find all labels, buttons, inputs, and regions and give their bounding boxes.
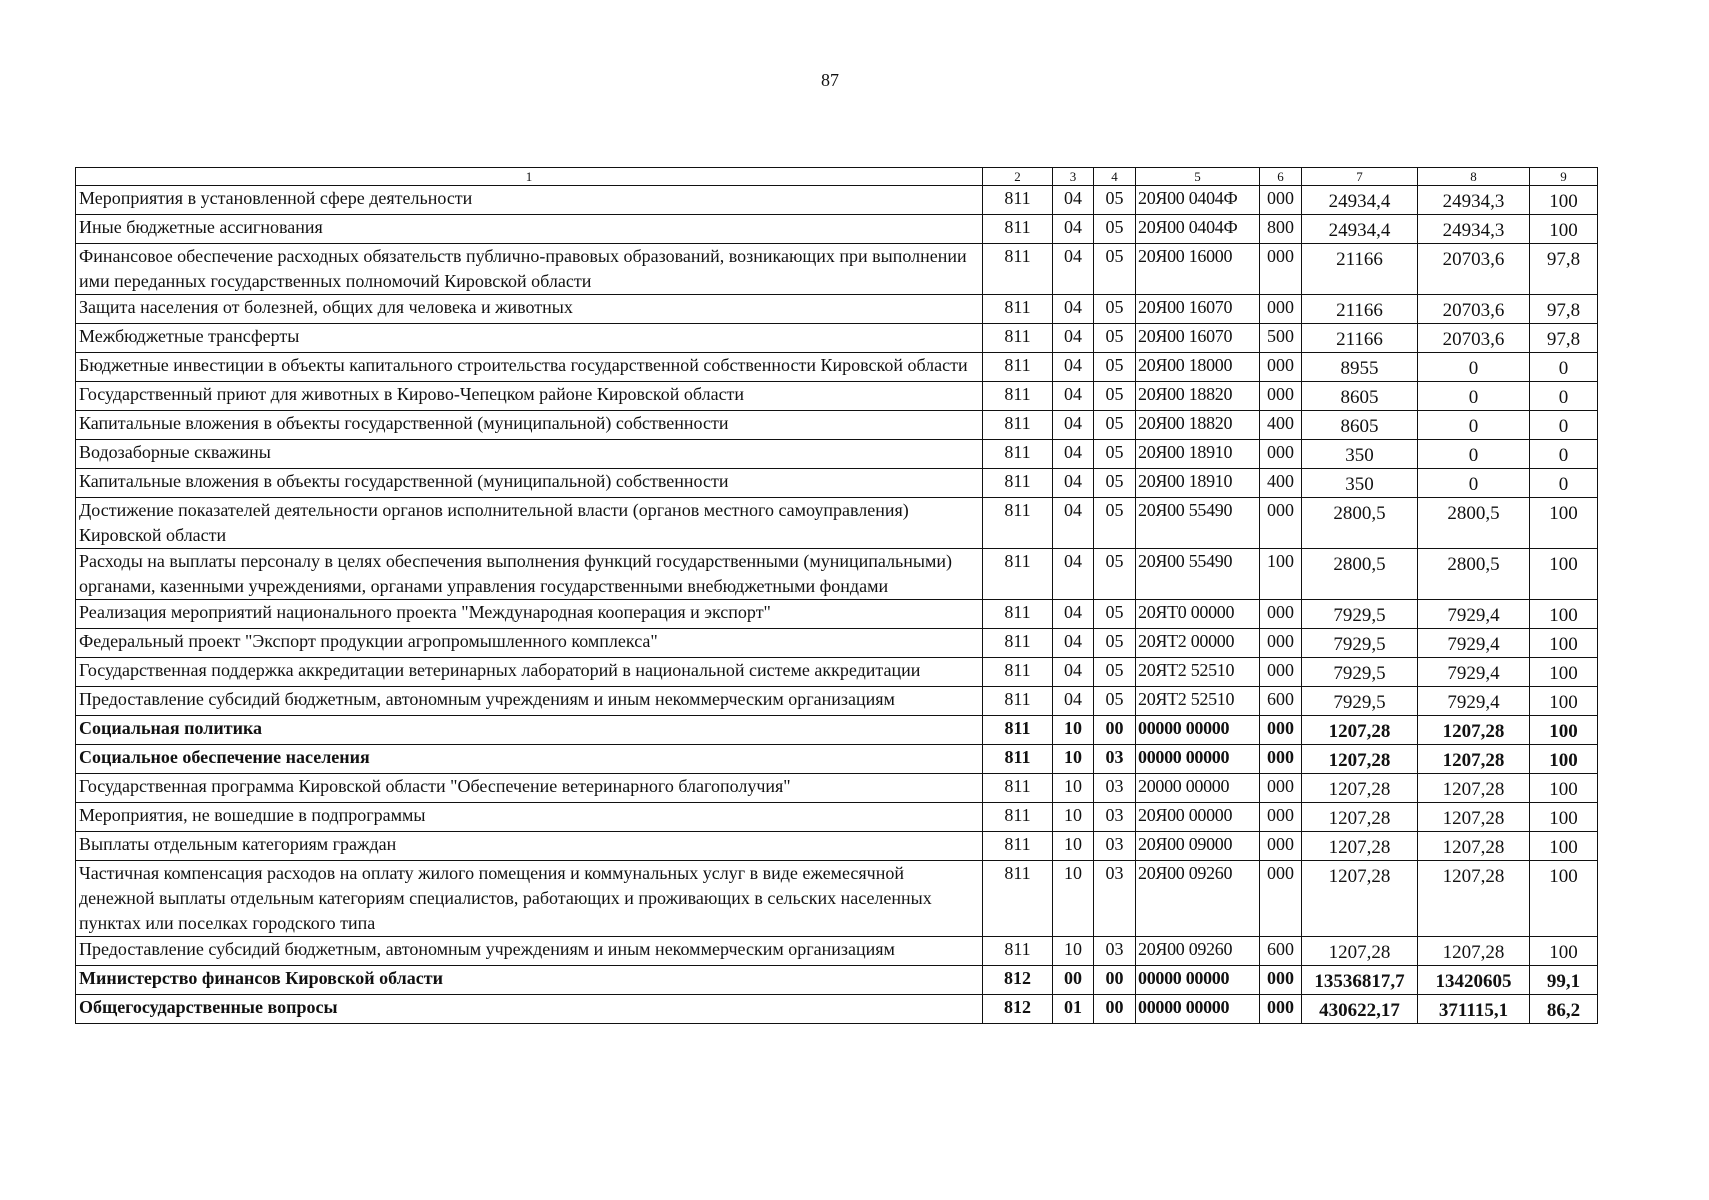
executed-amount-cell: 24934,3 bbox=[1418, 186, 1530, 215]
ministry-code-cell: 811 bbox=[983, 244, 1053, 295]
percent-cell: 0 bbox=[1530, 382, 1598, 411]
header-row bbox=[76, 168, 1598, 186]
executed-amount-cell: 1207,28 bbox=[1418, 716, 1530, 745]
ministry-code-cell: 811 bbox=[983, 658, 1053, 687]
planned-amount-cell: 350 bbox=[1302, 469, 1418, 498]
ministry-code-cell: 811 bbox=[983, 186, 1053, 215]
row-name-cell: Предоставление субсидий бюджетным, автономным учреждениям и иным некоммерческим организациям bbox=[76, 687, 983, 716]
section-code-cell: 04 bbox=[1053, 353, 1094, 382]
subsection-code-cell: 00 bbox=[1094, 995, 1136, 1024]
target-article-cell: 20Я00 18820 bbox=[1136, 411, 1260, 440]
subsection-code-cell: 03 bbox=[1094, 861, 1136, 937]
section-code-cell: 04 bbox=[1053, 295, 1094, 324]
budget-table bbox=[75, 167, 1598, 1024]
executed-amount-cell: 7929,4 bbox=[1418, 629, 1530, 658]
row-name-cell: Федеральный проект "Экспорт продукции агропромышленного комплекса" bbox=[76, 629, 983, 658]
section-code-cell: 04 bbox=[1053, 215, 1094, 244]
percent-cell: 100 bbox=[1530, 549, 1598, 600]
expense-type-cell: 000 bbox=[1260, 629, 1302, 658]
ministry-code-cell: 811 bbox=[983, 353, 1053, 382]
planned-amount-cell: 21166 bbox=[1302, 244, 1418, 295]
target-article-cell: 20Я00 09000 bbox=[1136, 832, 1260, 861]
table-row bbox=[76, 861, 1598, 937]
header-cell: 8 bbox=[1418, 168, 1530, 186]
header-cell: 4 bbox=[1094, 168, 1136, 186]
section-code-cell: 04 bbox=[1053, 324, 1094, 353]
target-article-cell: 20ЯТ0 00000 bbox=[1136, 600, 1260, 629]
planned-amount-cell: 24934,4 bbox=[1302, 186, 1418, 215]
section-code-cell: 04 bbox=[1053, 600, 1094, 629]
subsection-code-cell: 05 bbox=[1094, 353, 1136, 382]
expense-type-cell: 500 bbox=[1260, 324, 1302, 353]
row-name-cell: Иные бюджетные ассигнования bbox=[76, 215, 983, 244]
expense-type-cell: 600 bbox=[1260, 937, 1302, 966]
ministry-code-cell: 811 bbox=[983, 774, 1053, 803]
planned-amount-cell: 7929,5 bbox=[1302, 600, 1418, 629]
expense-type-cell: 100 bbox=[1260, 549, 1302, 600]
ministry-code-cell: 811 bbox=[983, 600, 1053, 629]
expense-type-cell: 000 bbox=[1260, 966, 1302, 995]
subsection-code-cell: 03 bbox=[1094, 832, 1136, 861]
subsection-code-cell: 05 bbox=[1094, 411, 1136, 440]
row-name-cell: Предоставление субсидий бюджетным, автономным учреждениям и иным некоммерческим организациям bbox=[76, 937, 983, 966]
table-row bbox=[76, 658, 1598, 687]
percent-cell: 100 bbox=[1530, 716, 1598, 745]
section-code-cell: 10 bbox=[1053, 832, 1094, 861]
section-code-cell: 04 bbox=[1053, 244, 1094, 295]
target-article-cell: 20ЯТ2 00000 bbox=[1136, 629, 1260, 658]
table-row bbox=[76, 687, 1598, 716]
section-code-cell: 04 bbox=[1053, 411, 1094, 440]
expense-type-cell: 000 bbox=[1260, 861, 1302, 937]
percent-cell: 86,2 bbox=[1530, 995, 1598, 1024]
ministry-code-cell: 812 bbox=[983, 966, 1053, 995]
planned-amount-cell: 7929,5 bbox=[1302, 658, 1418, 687]
expense-type-cell: 400 bbox=[1260, 411, 1302, 440]
table-row bbox=[76, 411, 1598, 440]
subsection-code-cell: 05 bbox=[1094, 215, 1136, 244]
section-code-cell: 10 bbox=[1053, 861, 1094, 937]
table-row bbox=[76, 832, 1598, 861]
percent-cell: 100 bbox=[1530, 215, 1598, 244]
row-name-cell: Министерство финансов Кировской области bbox=[76, 966, 983, 995]
target-article-cell: 20Я00 18910 bbox=[1136, 469, 1260, 498]
planned-amount-cell: 1207,28 bbox=[1302, 861, 1418, 937]
subsection-code-cell: 05 bbox=[1094, 324, 1136, 353]
table-row bbox=[76, 498, 1598, 549]
section-code-cell: 10 bbox=[1053, 937, 1094, 966]
subsection-code-cell: 05 bbox=[1094, 658, 1136, 687]
expense-type-cell: 000 bbox=[1260, 186, 1302, 215]
row-name-cell: Водозаборные скважины bbox=[76, 440, 983, 469]
expense-type-cell: 000 bbox=[1260, 995, 1302, 1024]
executed-amount-cell: 2800,5 bbox=[1418, 549, 1530, 600]
table-row bbox=[76, 629, 1598, 658]
ministry-code-cell: 811 bbox=[983, 295, 1053, 324]
ministry-code-cell: 811 bbox=[983, 498, 1053, 549]
table-row bbox=[76, 966, 1598, 995]
section-code-cell: 04 bbox=[1053, 186, 1094, 215]
percent-cell: 97,8 bbox=[1530, 295, 1598, 324]
executed-amount-cell: 2800,5 bbox=[1418, 498, 1530, 549]
executed-amount-cell: 0 bbox=[1418, 382, 1530, 411]
percent-cell: 100 bbox=[1530, 687, 1598, 716]
executed-amount-cell: 1207,28 bbox=[1418, 774, 1530, 803]
row-name-cell: Межбюджетные трансферты bbox=[76, 324, 983, 353]
target-article-cell: 00000 00000 bbox=[1136, 745, 1260, 774]
target-article-cell: 20Я00 16070 bbox=[1136, 324, 1260, 353]
target-article-cell: 20Я00 18910 bbox=[1136, 440, 1260, 469]
executed-amount-cell: 0 bbox=[1418, 353, 1530, 382]
row-name-cell: Выплаты отдельным категориям граждан bbox=[76, 832, 983, 861]
subsection-code-cell: 00 bbox=[1094, 966, 1136, 995]
subsection-code-cell: 00 bbox=[1094, 716, 1136, 745]
expense-type-cell: 000 bbox=[1260, 803, 1302, 832]
percent-cell: 100 bbox=[1530, 937, 1598, 966]
subsection-code-cell: 05 bbox=[1094, 244, 1136, 295]
expense-type-cell: 000 bbox=[1260, 353, 1302, 382]
percent-cell: 100 bbox=[1530, 745, 1598, 774]
planned-amount-cell: 8605 bbox=[1302, 411, 1418, 440]
ministry-code-cell: 811 bbox=[983, 803, 1053, 832]
percent-cell: 100 bbox=[1530, 774, 1598, 803]
executed-amount-cell: 1207,28 bbox=[1418, 803, 1530, 832]
percent-cell: 100 bbox=[1530, 600, 1598, 629]
executed-amount-cell: 13420605 bbox=[1418, 966, 1530, 995]
section-code-cell: 04 bbox=[1053, 498, 1094, 549]
executed-amount-cell: 20703,6 bbox=[1418, 244, 1530, 295]
table-row bbox=[76, 600, 1598, 629]
target-article-cell: 20000 00000 bbox=[1136, 774, 1260, 803]
expense-type-cell: 000 bbox=[1260, 382, 1302, 411]
percent-cell: 100 bbox=[1530, 861, 1598, 937]
planned-amount-cell: 1207,28 bbox=[1302, 832, 1418, 861]
target-article-cell: 20Я00 55490 bbox=[1136, 498, 1260, 549]
section-code-cell: 04 bbox=[1053, 629, 1094, 658]
row-name-cell: Мероприятия, не вошедшие в подпрограммы bbox=[76, 803, 983, 832]
percent-cell: 97,8 bbox=[1530, 244, 1598, 295]
ministry-code-cell: 811 bbox=[983, 937, 1053, 966]
expense-type-cell: 000 bbox=[1260, 658, 1302, 687]
executed-amount-cell: 1207,28 bbox=[1418, 861, 1530, 937]
planned-amount-cell: 21166 bbox=[1302, 295, 1418, 324]
table-row bbox=[76, 774, 1598, 803]
executed-amount-cell: 1207,28 bbox=[1418, 832, 1530, 861]
percent-cell: 100 bbox=[1530, 629, 1598, 658]
planned-amount-cell: 8955 bbox=[1302, 353, 1418, 382]
table-row bbox=[76, 995, 1598, 1024]
expense-type-cell: 800 bbox=[1260, 215, 1302, 244]
planned-amount-cell: 1207,28 bbox=[1302, 774, 1418, 803]
table-row bbox=[76, 353, 1598, 382]
table-row bbox=[76, 549, 1598, 600]
row-name-cell: Общегосударственные вопросы bbox=[76, 995, 983, 1024]
row-name-cell: Государственная поддержка аккредитации ветеринарных лабораторий в национальной системе аккредитации bbox=[76, 658, 983, 687]
expense-type-cell: 000 bbox=[1260, 745, 1302, 774]
percent-cell: 100 bbox=[1530, 498, 1598, 549]
subsection-code-cell: 05 bbox=[1094, 440, 1136, 469]
expense-type-cell: 000 bbox=[1260, 716, 1302, 745]
subsection-code-cell: 05 bbox=[1094, 629, 1136, 658]
row-name-cell: Частичная компенсация расходов на оплату жилого помещения и коммунальных услуг в виде ежемесячной денежной выплаты отдельным категориям специалистов, работающих и проживающих в сельских населенных пунктах или поселках городского типа bbox=[76, 861, 983, 937]
planned-amount-cell: 1207,28 bbox=[1302, 745, 1418, 774]
table-row bbox=[76, 324, 1598, 353]
target-article-cell: 20Я00 18000 bbox=[1136, 353, 1260, 382]
executed-amount-cell: 0 bbox=[1418, 440, 1530, 469]
row-name-cell: Достижение показателей деятельности органов исполнительной власти (органов местного самоуправления) Кировской области bbox=[76, 498, 983, 549]
planned-amount-cell: 1207,28 bbox=[1302, 803, 1418, 832]
subsection-code-cell: 03 bbox=[1094, 745, 1136, 774]
header-cell: 1 bbox=[76, 168, 983, 186]
table-row bbox=[76, 186, 1598, 215]
section-code-cell: 04 bbox=[1053, 469, 1094, 498]
table-row bbox=[76, 440, 1598, 469]
ministry-code-cell: 811 bbox=[983, 324, 1053, 353]
planned-amount-cell: 430622,17 bbox=[1302, 995, 1418, 1024]
planned-amount-cell: 2800,5 bbox=[1302, 549, 1418, 600]
row-name-cell: Бюджетные инвестиции в объекты капитального строительства государственной собственности Кировской области bbox=[76, 353, 983, 382]
row-name-cell: Мероприятия в установленной сфере деятельности bbox=[76, 186, 983, 215]
section-code-cell: 10 bbox=[1053, 745, 1094, 774]
expense-type-cell: 000 bbox=[1260, 600, 1302, 629]
ministry-code-cell: 811 bbox=[983, 440, 1053, 469]
ministry-code-cell: 811 bbox=[983, 215, 1053, 244]
header-cell: 6 bbox=[1260, 168, 1302, 186]
ministry-code-cell: 811 bbox=[983, 629, 1053, 658]
target-article-cell: 00000 00000 bbox=[1136, 966, 1260, 995]
table-row bbox=[76, 937, 1598, 966]
percent-cell: 99,1 bbox=[1530, 966, 1598, 995]
ministry-code-cell: 811 bbox=[983, 549, 1053, 600]
section-code-cell: 04 bbox=[1053, 440, 1094, 469]
percent-cell: 97,8 bbox=[1530, 324, 1598, 353]
table-body bbox=[76, 186, 1598, 1024]
executed-amount-cell: 7929,4 bbox=[1418, 658, 1530, 687]
row-name-cell: Финансовое обеспечение расходных обязательств публично-правовых образований, возникающих при выполнении ими переданных государственных полномочий Кировской области bbox=[76, 244, 983, 295]
row-name-cell: Реализация мероприятий национального проекта "Международная кооперация и экспорт" bbox=[76, 600, 983, 629]
subsection-code-cell: 05 bbox=[1094, 186, 1136, 215]
table-row bbox=[76, 469, 1598, 498]
subsection-code-cell: 05 bbox=[1094, 549, 1136, 600]
planned-amount-cell: 13536817,7 bbox=[1302, 966, 1418, 995]
target-article-cell: 20Я00 55490 bbox=[1136, 549, 1260, 600]
subsection-code-cell: 05 bbox=[1094, 498, 1136, 549]
target-article-cell: 20Я00 16000 bbox=[1136, 244, 1260, 295]
header-cell: 7 bbox=[1302, 168, 1418, 186]
row-name-cell: Социальная политика bbox=[76, 716, 983, 745]
percent-cell: 100 bbox=[1530, 832, 1598, 861]
planned-amount-cell: 8605 bbox=[1302, 382, 1418, 411]
target-article-cell: 20Я00 09260 bbox=[1136, 861, 1260, 937]
section-code-cell: 10 bbox=[1053, 774, 1094, 803]
row-name-cell: Расходы на выплаты персоналу в целях обеспечения выполнения функций государственными (муниципальными) органами, казенными учреждениями, органами управления государственными внебюджетными фондами bbox=[76, 549, 983, 600]
row-name-cell: Защита населения от болезней, общих для человека и животных bbox=[76, 295, 983, 324]
table-row bbox=[76, 215, 1598, 244]
executed-amount-cell: 0 bbox=[1418, 469, 1530, 498]
planned-amount-cell: 1207,28 bbox=[1302, 937, 1418, 966]
expense-type-cell: 000 bbox=[1260, 440, 1302, 469]
table-row bbox=[76, 716, 1598, 745]
table-row bbox=[76, 244, 1598, 295]
executed-amount-cell: 20703,6 bbox=[1418, 324, 1530, 353]
planned-amount-cell: 24934,4 bbox=[1302, 215, 1418, 244]
ministry-code-cell: 811 bbox=[983, 832, 1053, 861]
planned-amount-cell: 350 bbox=[1302, 440, 1418, 469]
row-name-cell: Государственный приют для животных в Кирово-Чепецком районе Кировской области bbox=[76, 382, 983, 411]
table-row bbox=[76, 803, 1598, 832]
planned-amount-cell: 7929,5 bbox=[1302, 629, 1418, 658]
section-code-cell: 10 bbox=[1053, 716, 1094, 745]
executed-amount-cell: 1207,28 bbox=[1418, 745, 1530, 774]
executed-amount-cell: 24934,3 bbox=[1418, 215, 1530, 244]
subsection-code-cell: 05 bbox=[1094, 687, 1136, 716]
percent-cell: 0 bbox=[1530, 440, 1598, 469]
subsection-code-cell: 05 bbox=[1094, 382, 1136, 411]
ministry-code-cell: 811 bbox=[983, 687, 1053, 716]
section-code-cell: 10 bbox=[1053, 803, 1094, 832]
target-article-cell: 20Я00 16070 bbox=[1136, 295, 1260, 324]
ministry-code-cell: 811 bbox=[983, 745, 1053, 774]
ministry-code-cell: 811 bbox=[983, 861, 1053, 937]
ministry-code-cell: 811 bbox=[983, 469, 1053, 498]
page-number: 87 bbox=[821, 70, 839, 90]
header-cell: 2 bbox=[983, 168, 1053, 186]
planned-amount-cell: 7929,5 bbox=[1302, 687, 1418, 716]
percent-cell: 100 bbox=[1530, 803, 1598, 832]
target-article-cell: 20ЯТ2 52510 bbox=[1136, 658, 1260, 687]
table-row bbox=[76, 295, 1598, 324]
executed-amount-cell: 371115,1 bbox=[1418, 995, 1530, 1024]
expense-type-cell: 000 bbox=[1260, 295, 1302, 324]
row-name-cell: Капитальные вложения в объекты государственной (муниципальной) собственности bbox=[76, 469, 983, 498]
header-cell: 5 bbox=[1136, 168, 1260, 186]
section-code-cell: 04 bbox=[1053, 687, 1094, 716]
row-name-cell: Социальное обеспечение населения bbox=[76, 745, 983, 774]
percent-cell: 0 bbox=[1530, 411, 1598, 440]
subsection-code-cell: 03 bbox=[1094, 774, 1136, 803]
ministry-code-cell: 812 bbox=[983, 995, 1053, 1024]
header-cell: 9 bbox=[1530, 168, 1598, 186]
subsection-code-cell: 05 bbox=[1094, 295, 1136, 324]
table-row bbox=[76, 382, 1598, 411]
executed-amount-cell: 7929,4 bbox=[1418, 600, 1530, 629]
expense-type-cell: 600 bbox=[1260, 687, 1302, 716]
header-cell: 3 bbox=[1053, 168, 1094, 186]
expense-type-cell: 000 bbox=[1260, 244, 1302, 295]
row-name-cell: Государственная программа Кировской области "Обеспечение ветеринарного благополучия" bbox=[76, 774, 983, 803]
section-code-cell: 04 bbox=[1053, 382, 1094, 411]
ministry-code-cell: 811 bbox=[983, 382, 1053, 411]
ministry-code-cell: 811 bbox=[983, 716, 1053, 745]
target-article-cell: 00000 00000 bbox=[1136, 716, 1260, 745]
executed-amount-cell: 7929,4 bbox=[1418, 687, 1530, 716]
planned-amount-cell: 21166 bbox=[1302, 324, 1418, 353]
expense-type-cell: 000 bbox=[1260, 832, 1302, 861]
target-article-cell: 20Я00 0404Ф bbox=[1136, 186, 1260, 215]
section-code-cell: 04 bbox=[1053, 658, 1094, 687]
expense-type-cell: 000 bbox=[1260, 498, 1302, 549]
executed-amount-cell: 0 bbox=[1418, 411, 1530, 440]
percent-cell: 100 bbox=[1530, 186, 1598, 215]
target-article-cell: 20Я00 09260 bbox=[1136, 937, 1260, 966]
row-name-cell: Капитальные вложения в объекты государственной (муниципальной) собственности bbox=[76, 411, 983, 440]
percent-cell: 0 bbox=[1530, 469, 1598, 498]
subsection-code-cell: 05 bbox=[1094, 600, 1136, 629]
table-row bbox=[76, 745, 1598, 774]
executed-amount-cell: 20703,6 bbox=[1418, 295, 1530, 324]
planned-amount-cell: 2800,5 bbox=[1302, 498, 1418, 549]
target-article-cell: 20Я00 00000 bbox=[1136, 803, 1260, 832]
section-code-cell: 04 bbox=[1053, 549, 1094, 600]
ministry-code-cell: 811 bbox=[983, 411, 1053, 440]
target-article-cell: 00000 00000 bbox=[1136, 995, 1260, 1024]
target-article-cell: 20Я00 18820 bbox=[1136, 382, 1260, 411]
percent-cell: 100 bbox=[1530, 658, 1598, 687]
planned-amount-cell: 1207,28 bbox=[1302, 716, 1418, 745]
section-code-cell: 00 bbox=[1053, 966, 1094, 995]
subsection-code-cell: 03 bbox=[1094, 803, 1136, 832]
target-article-cell: 20Я00 0404Ф bbox=[1136, 215, 1260, 244]
expense-type-cell: 000 bbox=[1260, 774, 1302, 803]
subsection-code-cell: 03 bbox=[1094, 937, 1136, 966]
percent-cell: 0 bbox=[1530, 353, 1598, 382]
subsection-code-cell: 05 bbox=[1094, 469, 1136, 498]
section-code-cell: 01 bbox=[1053, 995, 1094, 1024]
executed-amount-cell: 1207,28 bbox=[1418, 937, 1530, 966]
expense-type-cell: 400 bbox=[1260, 469, 1302, 498]
target-article-cell: 20ЯТ2 52510 bbox=[1136, 687, 1260, 716]
